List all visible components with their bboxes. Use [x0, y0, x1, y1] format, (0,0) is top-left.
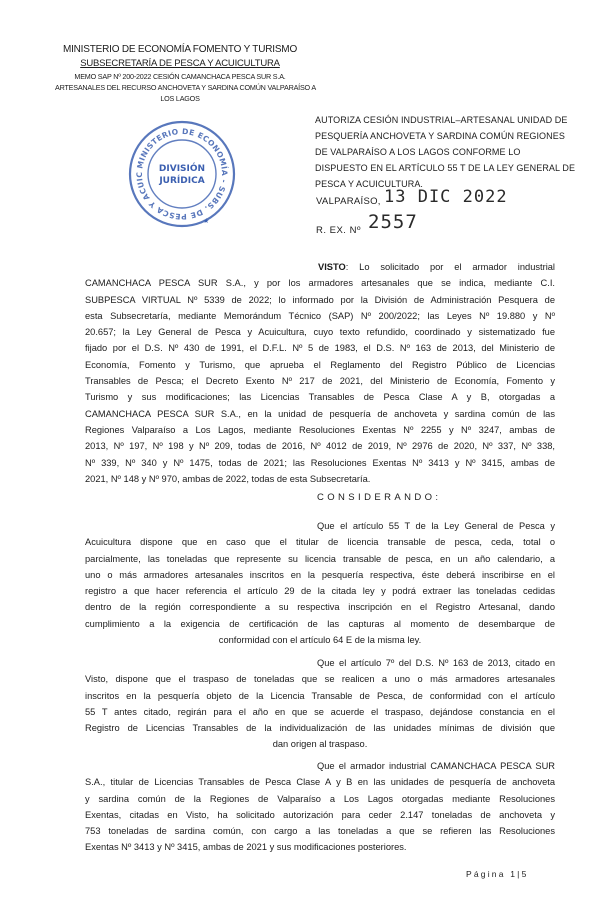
p2-line: dan origen al traspaso.	[272, 739, 368, 750]
resolution-number: 2557	[368, 211, 418, 233]
stamp-seal	[126, 118, 238, 230]
p3-line: Exentas, citadas en Visto, ha solicitado autorización para ceder 2.147 toneladas de anchoveta y	[85, 809, 555, 820]
stamp-ring-text: MINISTERIO DE ECONOMÍA - SUBS. DE PESCA Y ACUIC	[134, 126, 230, 222]
visto-label: VISTO	[318, 262, 346, 272]
memo-line-1: MEMO SAP Nº 200-2022 CESIÓN CAMANCHACA PESCA SUR S.A.	[74, 72, 286, 81]
division-juridica-stamp	[126, 118, 238, 230]
visto-line: : Lo solicitado por el armador industrial	[345, 262, 555, 272]
visto-line: 2013, Nº 197, Nº 198 y Nº 209, todas de 2016, Nº 4012 de 2019, Nº 2976 de 2020, Nº 337, Nº 338,	[85, 441, 555, 452]
p2-line: Que el artículo 7º del D.S. Nº 163 de 2013, citado en	[317, 658, 555, 668]
memo-line-3: LOS LAGOS	[160, 94, 200, 103]
p1-line: parcialmente, las toneladas que represente su licencia transable de pesca, en un año calendario, a	[85, 553, 555, 564]
visto-line: CAMANCHACA PESCA SUR S.A., y por los armadores artesanales que se indica, mediante C.I.	[85, 278, 555, 289]
p1-line: registro a que hacer referencia el artículo 29 de la citada ley y podrá extraer las toneladas cedidas	[85, 586, 555, 597]
visto-paragraph	[85, 259, 555, 487]
p1-line: conformidad con el artículo 64 E de la misma ley.	[218, 635, 422, 646]
subsecretaria-name: SUBSECRETARÍA DE PESCA Y ACUICULTURA	[80, 58, 280, 69]
p1-line: Que el artículo 55 T de la Ley General de Pesca y	[317, 521, 555, 531]
p3-line: Que el armador industrial CAMANCHACA PESCA SUR	[317, 761, 555, 771]
page-number: Página 1|5	[466, 869, 529, 879]
handwritten-date: 13 DIC 2022	[384, 187, 508, 207]
p2-line: Visto, dispone que el traspaso de toneladas que se realicen a uno o más armadores artesanales	[85, 674, 555, 685]
considerando-paragraph-2	[85, 655, 555, 753]
title-line: AUTORIZA CESIÓN INDUSTRIAL–ARTESANAL UNIDAD DE	[315, 115, 568, 125]
p2-line: Registro de Licencias Transables de la individualización de las unidades mínimas de división que	[85, 723, 555, 734]
considerando-paragraph-3	[85, 758, 555, 856]
stamp-line-1: DIVISIÓN	[158, 164, 206, 174]
stamp-line-2: JURÍDICA	[159, 176, 205, 186]
visto-line: Economía, Fomento y Turismo, que aprueba el Reglamento del Registro Público de Licencias	[85, 359, 555, 370]
visto-line: esta Subsecretaría, mediante Memorándum Técnico (SAP) Nº 200/2022; las Leyes Nº 19.880 y Nº	[85, 310, 555, 321]
visto-line: 20.657; la Ley General de Pesca y Acuicultura, cuyo texto refundido, coordinado y sistematizado fue	[85, 327, 555, 338]
title-line: PESCA Y ACUICULTURA.	[315, 179, 424, 189]
title-line: DISPUESTO EN EL ARTÍCULO 55 T DE LA LEY GENERAL DE	[315, 163, 576, 173]
memo-line-2: ARTESANALES DEL RECURSO ANCHOVETA Y SARDINA COMÚN VALPARAÍSO A	[55, 83, 316, 92]
p3-line: S.A., titular de Licencias Transables de Pesca Clase A y B en las unidades de pesquería de anchoveta	[85, 777, 555, 788]
p3-line: y sardina común de la Regiones de Valparaíso a Los Lagos otorgadas mediante Resoluciones	[85, 793, 555, 804]
p1-line: dentro de la región correspondiente a su respectiva inscripción en el Registro Artesanal, dando	[85, 602, 555, 613]
p1-line: Acuicultura dispone que en caso que el titular de licencia transable de pesca, ceda, total o	[85, 537, 555, 548]
p2-line: inscritos en la pesquería objeto de la Licencia Transable de Pesca, de conformidad con el artículo	[85, 690, 555, 701]
title-line: DE VALPARAÍSO A LOS LAGOS CONFORME LO	[315, 147, 521, 157]
visto-line: 2021, Nº 148 y Nº 970, ambas de 2022, todas de esta Subsecretaría.	[85, 473, 371, 484]
place-label: VALPARAÍSO,	[316, 196, 381, 207]
p2-line: 55 T antes citado, regirán para el año en que se acuerde el traspaso, dejándose constancia en el	[85, 706, 555, 717]
rex-label: R. EX. Nº	[316, 225, 361, 236]
ministry-name: MINISTERIO DE ECONOMÍA FOMENTO Y TURISMO	[62, 44, 298, 55]
visto-line: Turismo y sus modificaciones; las Licencias Transables de Pesca Clase A y B, otorgadas a	[85, 392, 555, 403]
resolution-title	[315, 112, 580, 192]
star-icon: ★	[203, 217, 210, 225]
visto-line: Regiones Valparaíso a Los Lagos, mediante Resoluciones Exentas Nº 2255 y Nº 3247, ambas de	[85, 424, 555, 435]
visto-line: Transables de Pesca; el Decreto Exento Nº 217 de 2021, del Ministerio de Economía, Fomento y	[85, 376, 555, 387]
p1-line: cumplimiento a la exigencia de certificación de las capturas al momento de desembarque de	[85, 618, 555, 629]
p3-line: Exentas Nº 3413 y Nº 3415, ambas de 2021 y sus modificaciones posteriores.	[85, 842, 407, 853]
visto-line: SUBPESCA VIRTUAL Nº 5339 de 2022; lo informado por la División de Administración Pesquera de	[85, 294, 555, 305]
considerando-heading: CONSIDERANDO:	[317, 492, 442, 503]
visto-line: fijado por el D.S. Nº 430 de 1991, el D.F.L. Nº 5 de 1983, el D.S. Nº 163 de 2013, del Ministerio de	[85, 343, 555, 354]
p3-line: 753 toneladas de sardina común, con cargo a las toneladas a que se refieren las Resoluciones	[85, 826, 555, 837]
p1-line: uno o más armadores artesanales inscritos en la pesquería respectiva, éste deberá inscribirse en el	[85, 569, 555, 580]
visto-line: CAMANCHACA PESCA SUR S.A., en la unidad de pesquería de anchoveta y sardina común de las	[85, 408, 555, 419]
considerando-paragraph-1	[85, 518, 555, 648]
visto-line: Nº 339, Nº 340 y Nº 1475, todas de 2021; las Resoluciones Exentas Nº 3413 y Nº 3415, ambas de	[85, 457, 555, 468]
visto-first-line	[85, 259, 555, 275]
title-line: PESQUERÍA ANCHOVETA Y SARDINA COMÚN REGIONES	[315, 131, 565, 141]
